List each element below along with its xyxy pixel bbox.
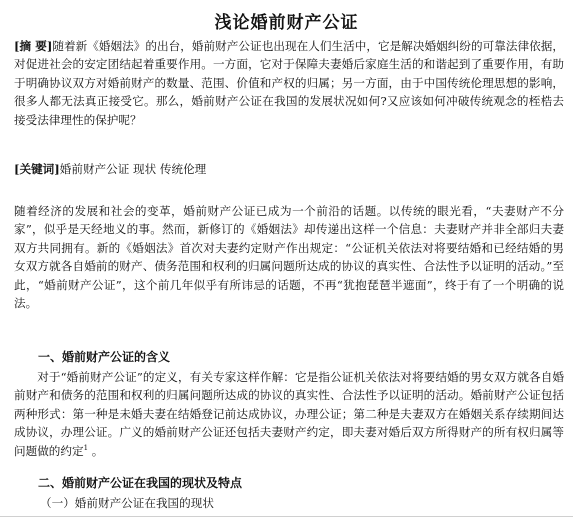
abstract-text: 随着新《婚姻法》的出台，婚前财产公证也出现在人们生活中，它是解决婚姻纠纷的可靠法律依据，对促进社会的安定团结起着重要作用。一方面，它对于保障夫妻婚后家庭生活的和谐起到了重要作用，有助于明确协议双方对婚前财产的数量、范围、价值和产权的归属；另一方面，由于中国传统伦理思想的影响，很多人都无法真正接受它。那么，婚前财产公证在我国的发展状况如何?又应该如何冲破传统观念的桎梏去接受法律理性的保护呢？	[14, 39, 564, 127]
body-paragraph-1: 随着经济的发展和社会的变革，婚前财产公证已成为一个前沿的话题。以传统的眼光看，“夫妻财产不分家”，似乎是天经地义的事。然而，新修订的《婚姻法》却传递出这样一个信息：夫妻财产并非全部归夫妻双方共同拥有。新的《婚姻法》首次对夫妻约定财产作出规定：“公证机关依法对将要结婚和已经结婚的男女双方就各自婚前的财产、债务范围和权利的归属问题所达成的协议的真实性、合法性予以证明的活动。”至此，“婚前财产公证”，这个前几年似乎有所讳忌的话题，不再“犹抱琵琶半遮面”，终于有了一个明确的说法。	[14, 204, 564, 311]
subsection-2-1-heading: （一）婚前财产公证在我国的现状	[40, 496, 214, 510]
document-title: 浅论婚前财产公证	[214, 13, 359, 33]
keywords-line	[14, 160, 564, 178]
section-2-heading: 二、婚前财产公证在我国的现状及特点	[38, 476, 243, 490]
section-1-end: 。	[88, 443, 104, 458]
bottom-divider	[0, 516, 573, 517]
section-1-text: 对于“婚前财产公证”的定义，有关专家这样作解：它是指公证机关依法对将要结婚的男女双方就各自婚前财产和债务的范围和权利的归属问题所达成的协议的真实性、合法性予以证明的活动。婚前财产公证包括两种形式：第一种是未婚夫妻在结婚登记前达成协议，办理公证；第二种是夫妻双方在婚姻关系存续期间达成协议，办理公证。广义的婚前财产公证还包括夫妻财产约定，即夫妻对婚后双方所得财产的所有权归属等问题做的约定	[14, 370, 564, 458]
section-1-paragraph	[14, 368, 564, 460]
abstract-paragraph	[14, 37, 564, 129]
keywords-label: [关键词]	[14, 162, 60, 176]
keywords-text: 婚前财产公证 现状 传统伦理	[59, 162, 207, 176]
footnote-mark[interactable]: 1	[83, 443, 89, 452]
section-1-heading: 一、婚前财产公证的含义	[38, 350, 171, 364]
abstract-label: [摘 要]	[14, 39, 53, 53]
